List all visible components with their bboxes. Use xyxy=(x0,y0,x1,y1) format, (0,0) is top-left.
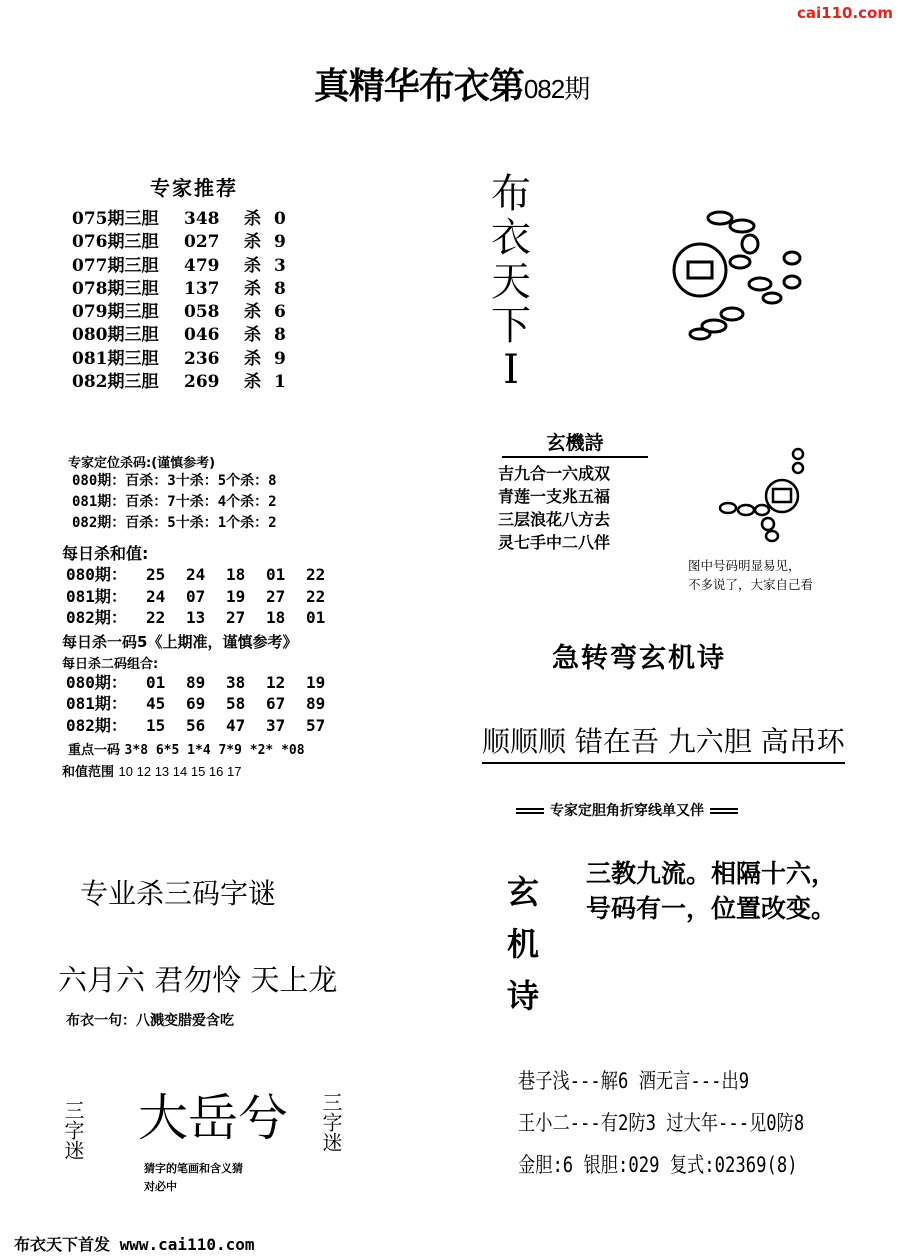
footer: 布衣天下首发 www.cai110.com xyxy=(14,1235,255,1254)
vertical-xuanji xyxy=(498,866,548,1022)
position-kill-heading: 专家定位杀码:(谨慎参考) xyxy=(68,456,216,471)
row-nums: 137 xyxy=(184,278,220,299)
poem-line: 三层浪花八方去 xyxy=(498,510,611,529)
riddle-line: 六月六 君勿怜 天上龙 xyxy=(58,963,338,997)
row-kill-num: 9 xyxy=(274,348,286,369)
row-nums: 236 xyxy=(184,348,220,369)
riddle-sub: 布衣一句：八溅变腊爱含吃 xyxy=(66,1013,234,1029)
row-kill-num: 6 xyxy=(274,302,286,323)
sum-range-value: 10 12 13 14 15 16 17 xyxy=(118,764,242,779)
key-code-label: 重点一码 xyxy=(68,743,121,758)
expert-row xyxy=(72,255,286,278)
row-label: 080期： xyxy=(66,672,127,692)
row-nums: 027 xyxy=(184,232,220,253)
clues xyxy=(518,1060,804,1186)
row-kill-num: 9 xyxy=(274,232,286,253)
row-kill: 杀 xyxy=(244,372,261,393)
row-kill-num: 8 xyxy=(274,278,286,299)
poem-heading: 玄機詩 xyxy=(502,428,648,458)
row-period: 078期三胆 xyxy=(72,278,159,299)
cell: 37 xyxy=(266,715,286,735)
row-kill-num: 0 xyxy=(274,209,286,229)
row-period: 081期三胆 xyxy=(72,348,159,369)
bar-left-decoration xyxy=(516,808,544,814)
cell: 22 xyxy=(306,586,326,606)
daily-sum-row xyxy=(66,586,346,608)
expert-row xyxy=(72,231,286,254)
row-period: 076期三胆 xyxy=(72,232,159,253)
key-code xyxy=(62,739,346,758)
expert-fixed-text: 专家定胆角折穿线单又伴 xyxy=(550,803,704,819)
riddle-big: 大岳兮 xyxy=(138,1089,288,1147)
cell: 18 xyxy=(266,608,286,627)
daily-sum-row xyxy=(66,564,346,586)
row-nums: 269 xyxy=(184,372,220,393)
vert-char: 天 xyxy=(491,259,531,305)
cell: 25 xyxy=(146,565,166,584)
xuanji-line: 三教九流。相隔十六， xyxy=(586,859,837,888)
riddle-side-left: 三字迷 xyxy=(61,1100,85,1160)
expert-fixed xyxy=(510,800,744,820)
row-label: 082期： xyxy=(66,608,127,627)
position-kill-row: 081期：百杀：7十杀：4个杀：2 xyxy=(72,494,277,510)
row-period: 082期三胆 xyxy=(72,372,159,393)
row-kill: 杀 xyxy=(244,209,261,229)
expert-row xyxy=(72,324,286,347)
cell: 01 xyxy=(266,565,286,584)
cell: 45 xyxy=(146,694,166,713)
position-kill-section xyxy=(68,452,277,534)
expert-row xyxy=(72,348,286,371)
page-title xyxy=(0,58,903,109)
clue-line: 金胆:6 银胆:029 复式:02369(8) xyxy=(518,1153,798,1177)
cell: 01 xyxy=(306,608,326,627)
watermark: cai110.com xyxy=(797,4,893,22)
cell: 15 xyxy=(146,715,166,735)
cell: 24 xyxy=(186,565,206,584)
cell: 22 xyxy=(146,608,166,627)
row-nums: 479 xyxy=(184,255,220,276)
expert-table xyxy=(72,208,286,394)
turn-poem-heading: 急转弯玄机诗 xyxy=(552,643,726,674)
vert-char: 下 xyxy=(491,303,531,349)
xuanji-line: 号码有一，位置改变。 xyxy=(586,894,837,923)
sum-range-label: 和值范围 xyxy=(62,765,115,780)
cell: 22 xyxy=(306,565,326,584)
poem-box xyxy=(498,428,652,554)
row-kill-num: 1 xyxy=(274,372,286,393)
daily-two-row xyxy=(66,672,346,694)
expert-row xyxy=(72,208,286,231)
vert-char: 衣 xyxy=(491,215,531,261)
row-period: 080期三胆 xyxy=(72,325,159,346)
position-kill-row: 080期：百杀：3十杀：5个杀：8 xyxy=(72,473,277,489)
note-line: 图中号码明显易见， xyxy=(688,558,801,573)
turn-poem-line: 顺顺顺 错在吾 九六胆 高吊环 xyxy=(482,720,845,764)
vert-char: 布 xyxy=(491,171,531,217)
cell: 13 xyxy=(186,608,206,627)
row-period: 079期三胆 xyxy=(72,302,159,323)
row-kill: 杀 xyxy=(244,302,261,323)
row-kill-num: 8 xyxy=(274,325,286,346)
row-kill: 杀 xyxy=(244,232,261,253)
daily-two-heading: 每日杀二码组合: xyxy=(62,656,159,672)
coin-chain-drawing xyxy=(660,200,810,350)
vertical-buyi xyxy=(486,172,536,392)
riddle-side-right: 三字迷 xyxy=(319,1092,343,1152)
row-label: 082期： xyxy=(66,715,127,735)
xuanji-poem xyxy=(586,856,836,926)
row-period: 077期三胆 xyxy=(72,255,159,276)
row-kill: 杀 xyxy=(244,325,261,346)
daily-sum-row xyxy=(66,607,346,629)
row-label: 081期： xyxy=(66,694,127,713)
vert-char: 玄 xyxy=(506,873,539,911)
daily-two-row xyxy=(66,693,346,715)
cell: 67 xyxy=(266,694,286,713)
cell: 24 xyxy=(146,586,166,606)
daily-sum-section xyxy=(62,541,346,780)
cell: 07 xyxy=(186,586,206,606)
riddle-hint1: 猜字的笔画和含义猜 xyxy=(144,1162,243,1175)
cell: 12 xyxy=(266,672,286,692)
row-nums: 046 xyxy=(184,325,220,346)
row-nums: 058 xyxy=(184,302,220,323)
vert-char: 机 xyxy=(506,925,539,963)
cell: 01 xyxy=(146,672,166,692)
expert-row xyxy=(72,278,286,301)
cell: 58 xyxy=(226,694,246,713)
cell: 19 xyxy=(226,586,246,606)
row-kill: 杀 xyxy=(244,278,261,299)
cell: 56 xyxy=(186,715,206,735)
row-label: 081期： xyxy=(66,586,127,606)
cell: 89 xyxy=(306,694,326,713)
vert-char: 诗 xyxy=(506,977,539,1015)
cell: 19 xyxy=(306,672,326,692)
cell: 38 xyxy=(226,672,246,692)
expert-row xyxy=(72,371,286,394)
poem-note xyxy=(688,556,813,594)
key-code-value: 3*8 6*5 1*4 7*9 *2* *08 xyxy=(124,743,305,758)
expert-heading: 专家推荐 xyxy=(150,176,238,200)
row-kill: 杀 xyxy=(244,348,261,369)
sum-range xyxy=(62,761,346,780)
poem-line: 灵七手中二八伴 xyxy=(498,533,611,552)
daily-sum-heading: 每日杀和值: xyxy=(62,544,149,563)
title-main: 真精华布衣第 xyxy=(313,65,524,107)
position-kill-row: 082期：百杀：5十杀：1个杀：2 xyxy=(72,515,277,531)
clue-line: 王小二---有2防3 过大年---见0防8 xyxy=(518,1111,805,1135)
row-kill-num: 3 xyxy=(274,255,286,276)
clue-line: 巷子浅---解6 酒无言---出9 xyxy=(518,1069,750,1093)
poem-line: 青莲一支兆五福 xyxy=(498,487,611,506)
riddle-hint2: 对必中 xyxy=(144,1180,177,1193)
coin-drawing-small xyxy=(702,444,822,544)
row-period: 075期三胆 xyxy=(72,209,159,229)
note-line: 不多说了，大家自己看 xyxy=(688,577,814,592)
riddle-heading: 专业杀三码字谜 xyxy=(80,877,277,910)
title-number: 082期 xyxy=(523,74,590,104)
row-nums: 348 xyxy=(184,209,220,229)
cell: 27 xyxy=(266,586,286,606)
row-kill: 杀 xyxy=(244,255,261,276)
cell: 69 xyxy=(186,694,206,713)
expert-row xyxy=(72,301,286,324)
cell: 18 xyxy=(226,565,246,584)
bar-right-decoration xyxy=(710,808,738,814)
daily-two-row xyxy=(66,715,346,737)
poem-line: 吉九合一六成双 xyxy=(498,464,611,483)
cell: 47 xyxy=(226,715,246,735)
cell: 89 xyxy=(186,672,206,692)
daily-one-heading: 每日杀一码5《上期准，谨慎参考》 xyxy=(62,632,298,651)
cell: 57 xyxy=(306,715,326,735)
vert-char: I xyxy=(503,347,519,393)
row-label: 080期： xyxy=(66,565,127,584)
cell: 27 xyxy=(226,608,246,627)
